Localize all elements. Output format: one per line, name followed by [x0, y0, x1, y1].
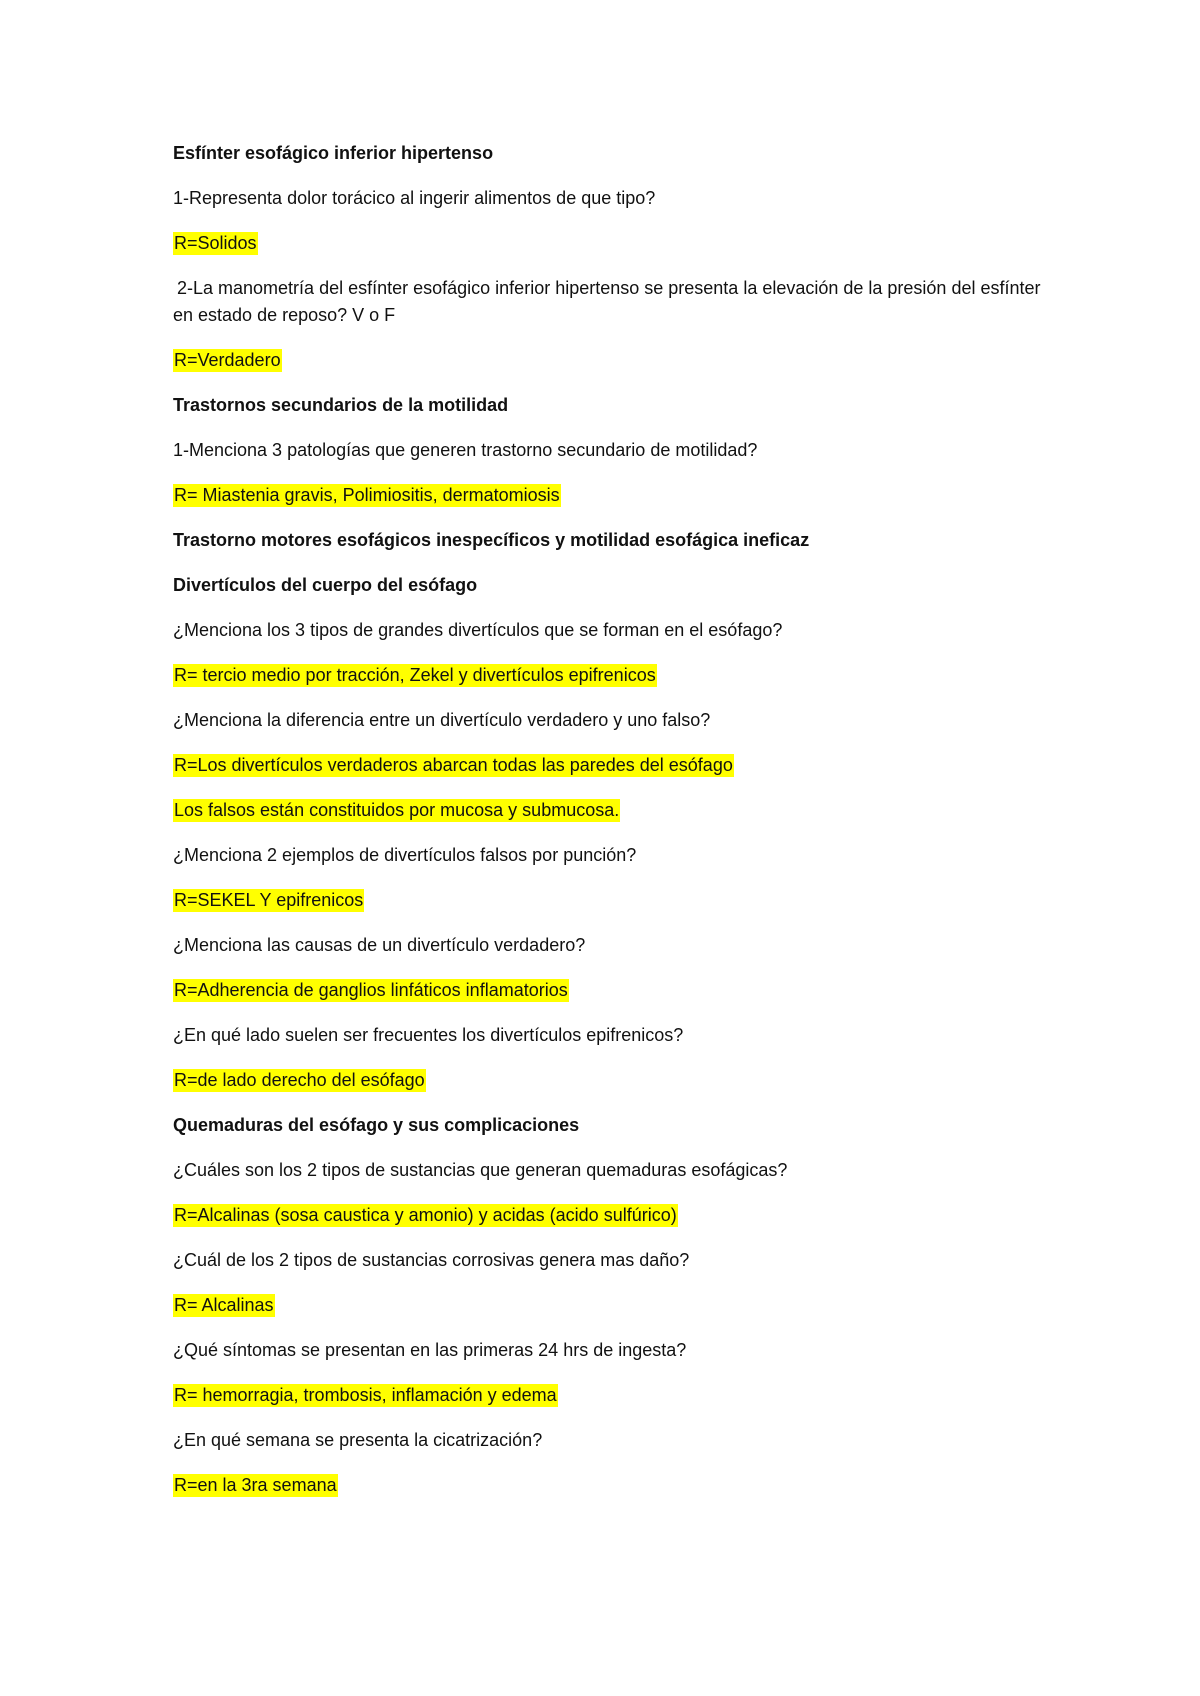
answer-highlight: R=en la 3ra semana	[174, 1475, 337, 1495]
answer-highlight: R=SEKEL Y epifrenicos	[174, 890, 364, 910]
answer-highlight: R=Los divertículos verdaderos abarcan todas las paredes del esófago	[174, 755, 733, 775]
answer-line	[173, 1067, 1053, 1094]
answer-line	[173, 1202, 1053, 1229]
question-line: ¿Menciona las causas de un divertículo verdadero?	[173, 935, 586, 955]
section-heading: Divertículos del cuerpo del esófago	[173, 575, 478, 595]
question-line: ¿En qué lado suelen ser frecuentes los divertículos epifrenicos?	[173, 1025, 684, 1045]
question-line: ¿Menciona la diferencia entre un divertículo verdadero y uno falso?	[173, 710, 711, 730]
section-heading: Trastorno motores esofágicos inespecíficos y motilidad esofágica ineficaz	[173, 530, 810, 550]
answer-line	[173, 482, 1053, 509]
answer-highlight: R= Alcalinas	[174, 1295, 274, 1315]
question-line: ¿En qué semana se presenta la cicatrización?	[173, 1430, 543, 1450]
answer-line	[173, 977, 1053, 1004]
answer-highlight: R=de lado derecho del esófago	[174, 1070, 425, 1090]
answer-highlight: R=Solidos	[174, 233, 257, 253]
answer-highlight: R=Alcalinas (sosa caustica y amonio) y acidas (acido sulfúrico)	[174, 1205, 677, 1225]
document-body	[173, 140, 1053, 1517]
answer-line	[173, 1382, 1053, 1409]
question-line: 2-La manometría del esfínter esofágico inferior hipertenso se presenta la elevación de la presión del esfínter en estado de reposo? V o F	[173, 278, 1041, 325]
answer-line	[173, 1472, 1053, 1499]
answer-line	[173, 230, 1053, 257]
answer-highlight: R=Verdadero	[174, 350, 281, 370]
section-heading: Trastornos secundarios de la motilidad	[173, 395, 509, 415]
question-line: ¿Qué síntomas se presentan en las primeras 24 hrs de ingesta?	[173, 1340, 687, 1360]
answer-highlight: Los falsos están constituidos por mucosa y submucosa.	[174, 800, 620, 820]
section-heading: Quemaduras del esófago y sus complicaciones	[173, 1115, 580, 1135]
answer-line	[173, 347, 1053, 374]
answer-line	[173, 662, 1053, 689]
question-line: 1-Menciona 3 patologías que generen trastorno secundario de motilidad?	[173, 440, 758, 460]
section-heading: Esfínter esofágico inferior hipertenso	[173, 143, 494, 163]
answer-highlight: R= Miastenia gravis, Polimiositis, dermatomiosis	[174, 485, 560, 505]
question-line: ¿Cuáles son los 2 tipos de sustancias que generan quemaduras esofágicas?	[173, 1160, 788, 1180]
question-line: ¿Menciona los 3 tipos de grandes divertículos que se forman en el esófago?	[173, 620, 783, 640]
answer-line	[173, 752, 1053, 779]
answer-line	[173, 797, 1053, 824]
answer-line	[173, 887, 1053, 914]
answer-highlight: R= hemorragia, trombosis, inflamación y edema	[174, 1385, 557, 1405]
answer-highlight: R=Adherencia de ganglios linfáticos inflamatorios	[174, 980, 568, 1000]
answer-highlight: R= tercio medio por tracción, Zekel y divertículos epifrenicos	[174, 665, 656, 685]
question-line: ¿Menciona 2 ejemplos de divertículos falsos por punción?	[173, 845, 637, 865]
question-line: ¿Cuál de los 2 tipos de sustancias corrosivas genera mas daño?	[173, 1250, 690, 1270]
question-line: 1-Representa dolor torácico al ingerir alimentos de que tipo?	[173, 188, 656, 208]
answer-line	[173, 1292, 1053, 1319]
